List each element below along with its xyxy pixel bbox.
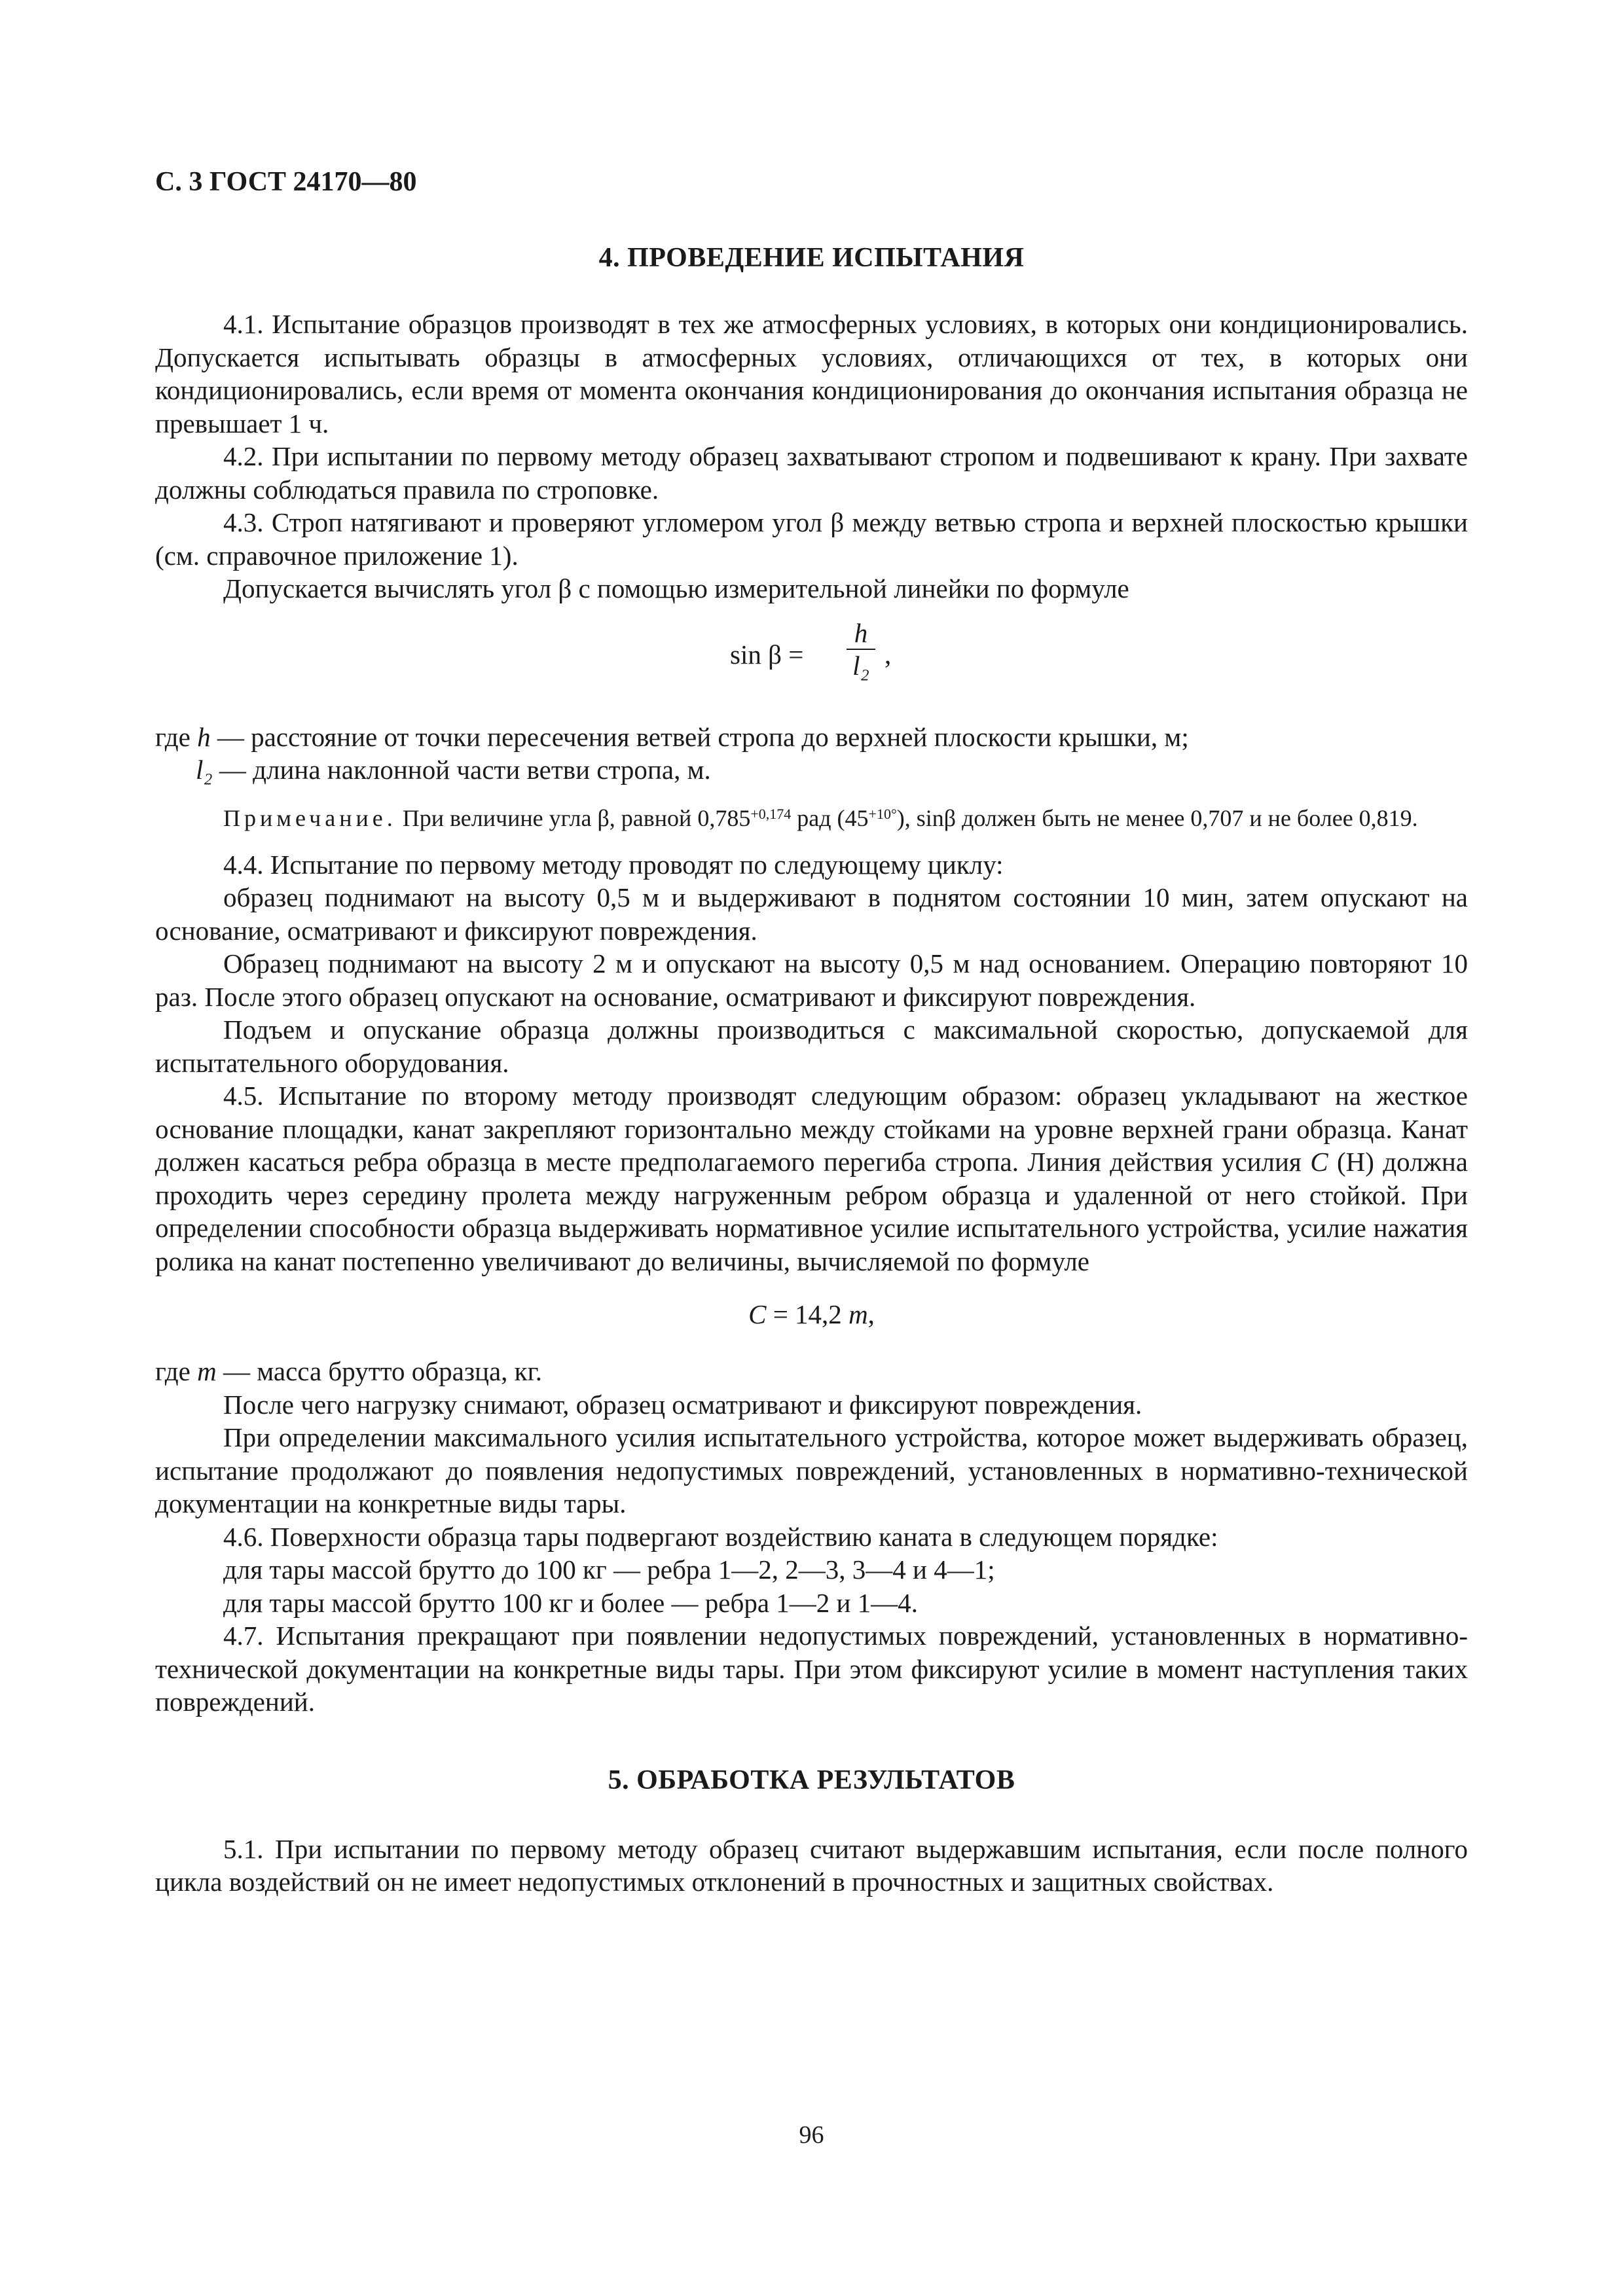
paragraph-4-6: 4.6. Поверхности образца тары подвергают воздействию каната в следующем порядке: <box>223 1521 1218 1552</box>
paragraph-4-4-a: образец поднимают на высоту 0,5 м и выдерживают в поднятом состоянии 10 мин, затем опускают на основание, осматривают и фиксируют повреждения. <box>155 882 1468 946</box>
paragraph-4-4-c: Подъем и опускание образца должны производиться с максимальной скоростью, допускаемой для испытательного оборудования. <box>155 1014 1468 1078</box>
var-h: h <box>197 721 211 752</box>
formula-sin-beta <box>155 619 1468 696</box>
note-text-c: ), sinβ должен быть не менее 0,707 и не более 0,819. <box>896 804 1418 831</box>
paragraph-4-5-c: После чего нагрузку снимают, образец осматривают и фиксируют повреждения. <box>223 1389 1142 1420</box>
paragraph-4-4: 4.4. Испытание по первому методу проводят по следующему циклу: <box>223 849 1004 880</box>
where-m-text: — масса брутто образца, кг. <box>216 1356 543 1386</box>
formula-force <box>155 1296 1468 1333</box>
paragraph-4-2: 4.2. При испытании по первому методу образец захватывают стропом и подвешивают к крану. При захвате должны соблюдаться правила по строповке. <box>155 441 1468 505</box>
paragraph-4-5-d: При определении максимального усилия испытательного устройства, которое может выдерживать образец, испытание продолжают до появления недопустимых повреждений, установленных в нормативно-технической документации на конкретные виды тары. <box>155 1422 1468 1518</box>
paragraph-4-1: 4.1. Испытание образцов производят в тех же атмосферных условиях, в которых они кондиционировались. Допускается испытывать образцы в атмосферных условиях, отличающихся от тех, в которых они кондиционировались, если время от момента окончания кондиционирования до окончания испытания образца не превышает 1 ч. <box>155 309 1468 439</box>
where-m <box>155 1355 1468 1388</box>
paragraph-4-3: 4.3. Строп натягивают и проверяют угломером угол β между ветвью стропа и верхней плоскостью крышки (см. справочное приложение 1). <box>155 507 1468 571</box>
paragraph-4-3-formula-intro: Допускается вычислять угол β с помощью измерительной линейки по формуле <box>223 573 1129 603</box>
where-h <box>155 721 1468 754</box>
formula-mid: = 14,2 <box>766 1299 849 1329</box>
var-m: m <box>197 1356 217 1386</box>
paragraph-5-1: 5.1. При испытании по первому методу образец считают выдержавшим испытания, если после полного цикла воздействий он не имеет недопустимых отклонений в прочностных и защитных свойствах. <box>155 1833 1468 1897</box>
document-page <box>155 164 1468 1899</box>
paragraph-4-6-a: для тары массой брутто до 100 кг — ребра 1—2, 2—3, 3—4 и 4—1; <box>223 1554 995 1585</box>
paragraph-4-4-b: Образец поднимают на высоту 2 м и опускают на высоту 0,5 м над основанием. Операцию повторяют 10 раз. После этого образец опускают на основание, осматривают и фиксируют повреждения. <box>155 948 1468 1012</box>
formula-lhs: sin β = <box>730 639 804 670</box>
page-number: 96 <box>799 2121 824 2149</box>
section-4-title: 4. ПРОВЕДЕНИЕ ИСПЫТАНИЯ <box>598 243 1025 273</box>
where-prefix: где <box>155 721 198 752</box>
where-l2 <box>155 753 1468 787</box>
paragraph-4-5 <box>155 1079 1468 1278</box>
where-m-prefix: где <box>155 1356 198 1386</box>
page-header: С. 3 ГОСТ 24170—80 <box>155 167 417 197</box>
where-l2-text: — длина наклонной части ветви стропа, м. <box>212 755 711 785</box>
formula-tail: , <box>867 1299 875 1329</box>
paragraph-4-7: 4.7. Испытания прекращают при появлении недопустимых повреждений, установленных в нормативно-технической документации на конкретные виды тары. При этом фиксируют усилие в момент наступления таких повреждений. <box>155 1621 1468 1717</box>
note-text-b: рад (45 <box>791 804 869 831</box>
note-sup-a: +0,174 <box>750 805 792 822</box>
fraction-numerator: h <box>854 617 868 648</box>
formula-comma: , <box>884 639 892 670</box>
note-sup-b: +10° <box>868 805 897 822</box>
var-l2: l₂ <box>196 755 213 785</box>
formula-fraction <box>847 619 875 681</box>
formula-var-m: m <box>848 1299 868 1329</box>
section-5-title: 5. ОБРАБОТКА РЕЗУЛЬТАТОВ <box>608 1765 1015 1795</box>
p4-5-text-a: 4.5. Испытание по второму методу производят следующим образом: образец укладывают на жесткое основание площадки, канат закрепляют горизонтально между стойками на уровне верхней грани образца. Канат должен касаться ребра образца в месте предполагаемого перегиба стропа. Линия действия усилия <box>155 1081 1468 1177</box>
note <box>155 802 1468 834</box>
fraction-denominator: l₂ <box>852 650 869 681</box>
formula-var-c: C <box>748 1299 767 1329</box>
note-label: Примечание. <box>223 804 397 831</box>
note-text-a: При величине угла β, равной 0,785 <box>396 804 751 831</box>
p4-5-text-b: (Н) должна проходить через середину пролета между нагруженным ребром образца и удаленной от него стойкой. При определении способности образца выдерживать нормативное усилие испытательного устройства, усилие нажатия ролика на канат постепенно увеличивают до величины, вычисляемой по формуле <box>155 1147 1468 1276</box>
var-c: C <box>1310 1147 1328 1177</box>
where-h-text: — расстояние от точки пересечения ветвей стропа до верхней плоскости крышки, м; <box>210 721 1189 752</box>
paragraph-4-6-b: для тары массой брутто 100 кг и более — ребра 1—2 и 1—4. <box>223 1587 918 1618</box>
